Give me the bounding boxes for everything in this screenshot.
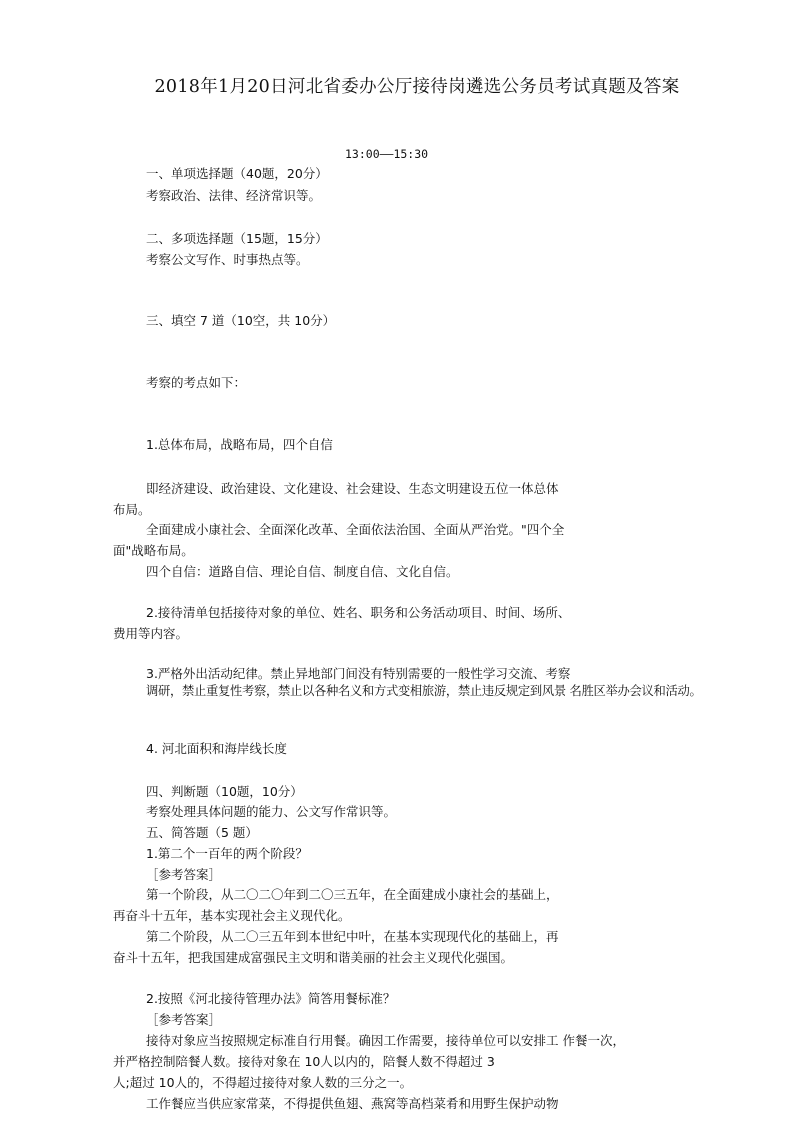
section-heading: 四、判断题（10题，10分） <box>146 784 303 799</box>
text-line: 接待对象应当按照规定标准自行用餐。确因工作需要，接待单位可以安排工 作餐一次， <box>146 1033 625 1048</box>
question-heading: 1.第二个一百年的两个阶段？ <box>146 846 308 861</box>
point-heading: 3.严格外出活动纪律。禁止异地部门间没有特别需要的一般性学习交流、考察 <box>146 666 571 681</box>
text-line: 第二个阶段，从二〇三五年到本世纪中叶，在基本实现现代化的基础上，再 <box>146 929 559 944</box>
document-title: 2018年1月20日河北省委办公厅接待岗遴选公务员考试真题及答案 <box>154 77 680 97</box>
text-line: 考察政治、法律、经济常识等。 <box>146 188 322 203</box>
section-heading: 二、多项选择题（15题，15分） <box>146 231 328 246</box>
text-line: 费用等内容。 <box>113 626 189 641</box>
text-line: 人;超过 10人的，不得超过接待对象人数的三分之一。 <box>113 1075 413 1090</box>
text-line: 再奋斗十五年，基本实现社会主义现代化。 <box>113 908 351 923</box>
text-line: 考察处理具体问题的能力、公文写作常识等。 <box>146 804 397 819</box>
answer-label: ［参考答案］ <box>146 1012 222 1027</box>
section-heading: 三、填空 7 道（10空，共 10分） <box>146 313 336 328</box>
text-line: 四个自信：道路自信、理论自信、制度自信、文化自信。 <box>146 564 459 579</box>
text-line: 即经济建设、政治建设、文化建设、社会建设、生态文明建设五位一体总体 <box>146 481 559 496</box>
section-heading: 五、简答题（5 题） <box>146 825 258 840</box>
text-line: 考察的考点如下： <box>146 375 247 390</box>
text-line: 调研，禁止重复性考察，禁止以各种名义和方式变相旅游，禁止违反规定到风景 名胜区举办会议和活动。 <box>146 684 702 698</box>
text-line: 工作餐应当供应家常菜，不得提供鱼翅、燕窝等高档菜肴和用野生保护动物 <box>146 1096 559 1111</box>
section-heading: 一、单项选择题（40题，20分） <box>146 166 328 181</box>
text-line: 布局。 <box>113 502 151 517</box>
exam-time: 13:00——15:30 <box>345 147 429 161</box>
question-heading: 2.按照《河北接待管理办法》简答用餐标准？ <box>146 991 396 1006</box>
point-heading: 4. 河北面积和海岸线长度 <box>146 741 287 756</box>
text-line: 考察公文写作、时事热点等。 <box>146 252 309 267</box>
text-line: 全面建成小康社会、全面深化改革、全面依法治国、全面从严治党。"四个全 <box>146 522 565 537</box>
text-line: 奋斗十五年，把我国建成富强民主文明和谐美丽的社会主义现代化强国。 <box>113 950 514 965</box>
point-heading: 2.接待清单包括接待对象的单位、姓名、职务和公务活动项目、时间、场所、 <box>146 605 571 620</box>
text-line: 第一个阶段，从二〇二〇年到二〇三五年，在全面建成小康社会的基础上， <box>146 887 559 902</box>
answer-label: ［参考答案］ <box>146 867 222 882</box>
text-line: 并严格控制陪餐人数。接待对象在 10人以内的，陪餐人数不得超过 3 <box>113 1054 495 1069</box>
point-heading: 1.总体布局，战略布局，四个自信 <box>146 437 333 452</box>
text-line: 面"战略布局。 <box>113 543 194 558</box>
